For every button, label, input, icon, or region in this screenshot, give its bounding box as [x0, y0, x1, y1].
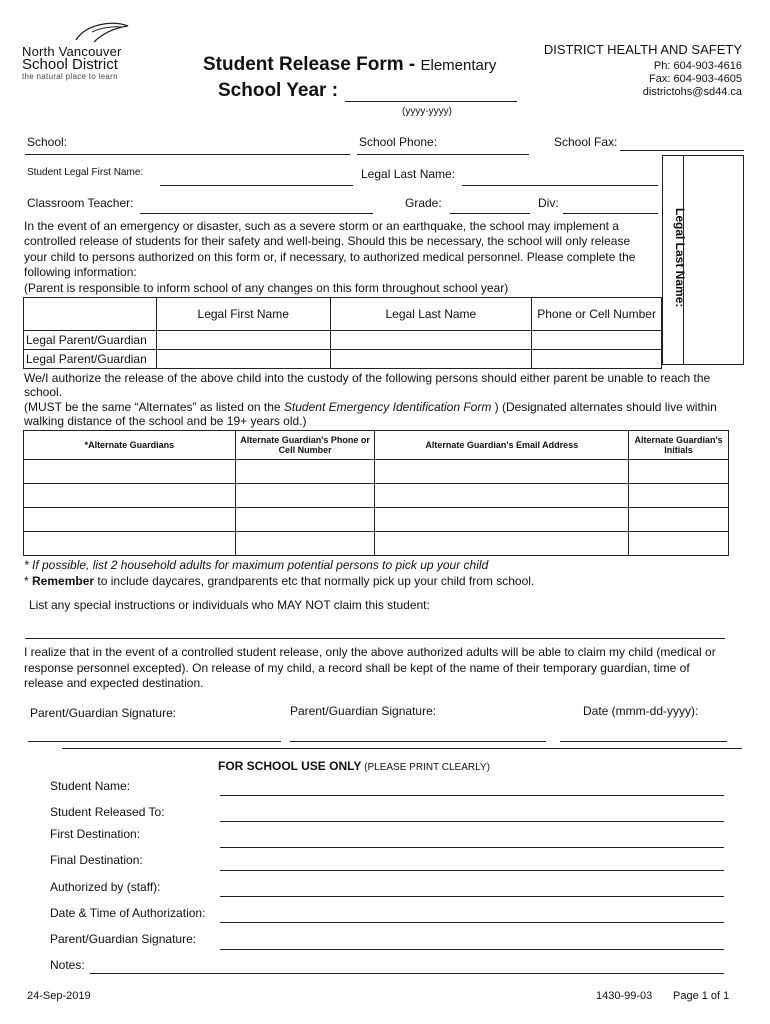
- intro-note: (Parent is responsible to inform school of any changes on this form throughout school year): [24, 281, 509, 295]
- section-divider: [62, 748, 742, 749]
- school-use-label: Date & Time of Authorization:: [50, 906, 206, 920]
- cell-input[interactable]: [24, 532, 236, 556]
- row-label: Legal Parent/Guardian: [24, 331, 157, 350]
- authorize-note: (MUST be the same “Alternates” as listed on the Student Emergency Identification Form ) (Designated alternates should live within walking distance of the school and be 19+ years old.): [24, 400, 717, 428]
- parent-table-header: Legal First Name: [156, 298, 330, 331]
- cell-input[interactable]: [375, 460, 629, 484]
- cell-input[interactable]: [235, 508, 375, 532]
- school-use-field[interactable]: [90, 973, 724, 974]
- fax: Fax: 604-903-4605: [649, 73, 742, 85]
- cell-input[interactable]: [24, 484, 236, 508]
- note-remember: * Remember to include daycares, grandparents etc that normally pick up your child from school.: [24, 574, 535, 588]
- cell-input[interactable]: [24, 460, 236, 484]
- table-row: [24, 350, 662, 369]
- school-year-label: School Year :: [218, 80, 339, 101]
- table-row: [24, 508, 729, 532]
- footer-date: 24-Sep-2019: [27, 990, 91, 1002]
- cell-input[interactable]: [156, 331, 330, 350]
- school-fax-field[interactable]: [620, 150, 744, 151]
- alt-header: *Alternate Guardians: [24, 431, 236, 460]
- school-fax-label: School Fax:: [554, 135, 618, 149]
- teacher-label: Classroom Teacher:: [27, 196, 134, 210]
- table-row: [24, 331, 662, 350]
- school-use-label: Student Released To:: [50, 805, 165, 819]
- school-use-label: Notes:: [50, 958, 85, 972]
- school-label: School:: [27, 135, 68, 149]
- school-use-label: First Destination:: [50, 827, 141, 841]
- date-field[interactable]: [560, 741, 727, 742]
- table-row: [24, 484, 729, 508]
- special-instructions-label: List any special instructions or individuals who MAY NOT claim this student:: [29, 598, 430, 612]
- cell-input[interactable]: [532, 350, 662, 369]
- last-name-side-box[interactable]: [662, 155, 744, 365]
- dept-name: DISTRICT HEALTH AND SAFETY: [543, 42, 742, 57]
- title-sub: Elementary: [420, 57, 497, 74]
- first-name-label: Student Legal First Name:: [27, 167, 144, 178]
- contact-block: [544, 42, 742, 98]
- school-use-label: Authorized by (staff):: [50, 880, 161, 894]
- school-use-field[interactable]: [220, 795, 724, 796]
- last-name-field[interactable]: [462, 185, 658, 186]
- table-row: [24, 532, 729, 556]
- phone: Ph: 604-903-4616: [653, 60, 742, 72]
- grade-label: Grade:: [405, 196, 442, 210]
- title-main: Student Release Form -: [203, 54, 421, 75]
- cell-input[interactable]: [235, 460, 375, 484]
- district-tagline: the natural place to learn: [22, 72, 118, 81]
- alt-header: Alternate Guardian's Email Address: [375, 431, 629, 460]
- table-row: [24, 460, 729, 484]
- sig1-field[interactable]: [28, 741, 281, 742]
- leaf-icon: [72, 20, 132, 44]
- note-household: * If possible, list 2 household adults for maximum potential persons to pick up your child: [24, 558, 489, 572]
- alt-header: Alternate Guardian's Initials: [629, 431, 729, 460]
- realize-paragraph: I realize that in the event of a controlled student release, only the above authorized adults will be able to claim my child (medical or response personnel excepted). On release of my child, a record shall be kept of the name of their temporary guardian, time of release and expected destination.: [24, 645, 716, 690]
- authorize-text: We/I authorize the release of the above child into the custody of the following persons should either parent be unable to reach the school.: [24, 371, 711, 399]
- div-label: Div:: [538, 196, 559, 210]
- parent-table-header-blank: [24, 298, 157, 331]
- email: districtohs@sd44.ca: [642, 86, 742, 98]
- school-use-field[interactable]: [220, 847, 724, 848]
- row-label: Legal Parent/Guardian: [24, 350, 157, 369]
- alternate-table: [23, 430, 729, 556]
- cell-input[interactable]: [235, 484, 375, 508]
- cell-input[interactable]: [330, 350, 532, 369]
- district-logo: [22, 20, 142, 90]
- school-use-title: FOR SCHOOL USE ONLY (PLEASE PRINT CLEARLY): [218, 759, 490, 773]
- school-use-label: Student Name:: [50, 779, 131, 793]
- cell-input[interactable]: [629, 484, 729, 508]
- school-year-field[interactable]: [345, 101, 517, 102]
- alt-header: Alternate Guardian's Phone or Cell Number: [235, 431, 375, 460]
- cell-input[interactable]: [330, 331, 532, 350]
- year-hint: (yyyy-yyyy): [402, 106, 452, 117]
- first-name-field[interactable]: [160, 185, 353, 186]
- side-box-label: Legal Last Name:: [673, 208, 687, 308]
- parent-table: [23, 297, 662, 369]
- school-use-field[interactable]: [220, 922, 724, 923]
- school-use-label: Parent/Guardian Signature:: [50, 932, 197, 946]
- cell-input[interactable]: [629, 508, 729, 532]
- parent-table-header: Legal Last Name: [330, 298, 532, 331]
- school-use-label: Final Destination:: [50, 853, 143, 867]
- footer-code: 1430-99-03: [596, 990, 653, 1002]
- cell-input[interactable]: [375, 532, 629, 556]
- school-use-field[interactable]: [220, 821, 724, 822]
- special-instructions-field[interactable]: [25, 638, 725, 639]
- last-name-label: Legal Last Name:: [361, 167, 456, 181]
- form-title: [203, 54, 496, 76]
- school-use-field[interactable]: [220, 896, 724, 897]
- cell-input[interactable]: [375, 484, 629, 508]
- parent-table-header: Phone or Cell Number: [532, 298, 662, 331]
- district-name-1: North Vancouver: [22, 44, 122, 59]
- footer-page: Page 1 of 1: [673, 990, 730, 1002]
- cell-input[interactable]: [24, 508, 236, 532]
- cell-input[interactable]: [156, 350, 330, 369]
- school-use-field[interactable]: [220, 870, 724, 871]
- cell-input[interactable]: [375, 508, 629, 532]
- grade-field[interactable]: [450, 213, 530, 214]
- school-field[interactable]: [25, 154, 350, 155]
- cell-input[interactable]: [235, 532, 375, 556]
- district-name-2: School District: [22, 56, 118, 73]
- cell-input[interactable]: [629, 532, 729, 556]
- sig1-label: Parent/Guardian Signature:: [30, 706, 177, 720]
- school-phone-field[interactable]: [357, 154, 529, 155]
- cell-input[interactable]: [532, 331, 662, 350]
- school-use-field[interactable]: [220, 949, 724, 950]
- div-field[interactable]: [563, 213, 658, 214]
- intro-paragraph: In the event of an emergency or disaster, such as a severe storm or an earthquake, the school may implement a controlled release of students for their safety and well-being. Should this be necessary, the school will only release your child to persons authorized on this form or, if necessary, to authorized medical personnel. Please complete the following information:: [24, 219, 636, 280]
- school-phone-label: School Phone:: [359, 135, 438, 149]
- cell-input[interactable]: [629, 460, 729, 484]
- teacher-field[interactable]: [140, 213, 373, 214]
- sig2-field[interactable]: [290, 741, 546, 742]
- date-label: Date (mmm-dd-yyyy):: [583, 704, 699, 718]
- sig2-label: Parent/Guardian Signature:: [290, 704, 437, 718]
